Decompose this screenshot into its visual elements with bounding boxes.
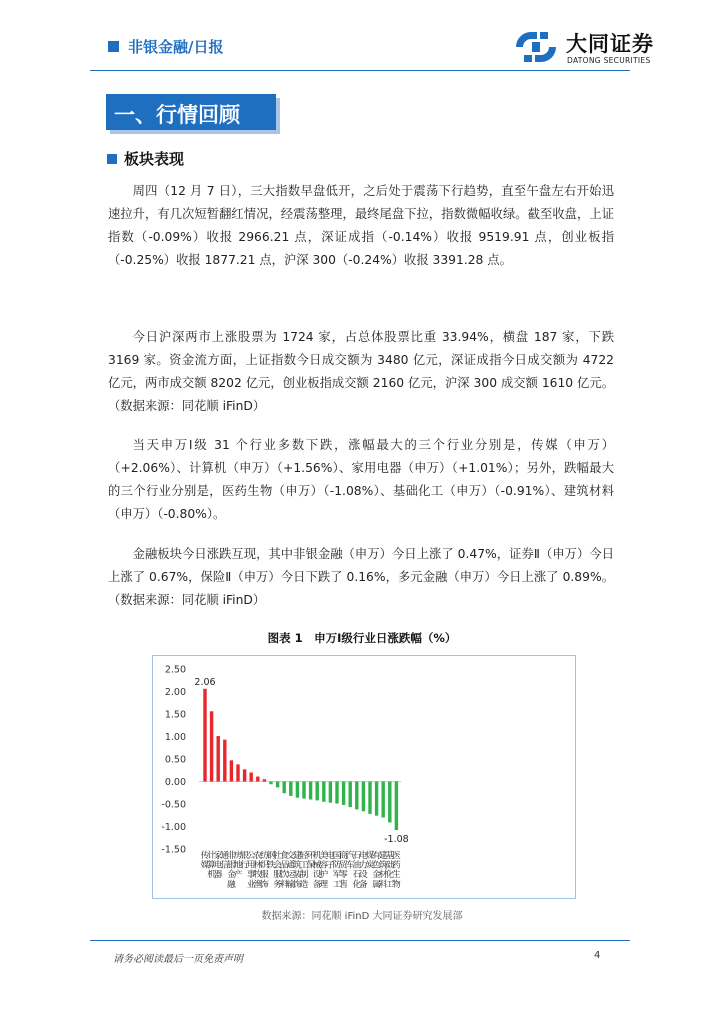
bar-基础化工 — [388, 782, 391, 823]
bar-传媒 — [203, 689, 206, 782]
subsection-title: 板块表现 — [124, 150, 185, 168]
y-tick-label: -0.50 — [161, 799, 186, 811]
x-tick-label: 机 — [312, 851, 322, 861]
bar-非银金融 — [230, 760, 233, 781]
x-tick-label: 设 — [359, 870, 368, 881]
x-tick-label: 通 — [286, 860, 296, 871]
x-tick-label: 零 — [339, 870, 348, 881]
bar-轻工制造 — [302, 782, 305, 799]
bar-电力设备 — [362, 782, 365, 812]
x-tick-label: 设 — [312, 870, 322, 881]
bar-交通运输 — [289, 782, 292, 796]
bar-房地产 — [236, 764, 239, 781]
header-divider — [90, 70, 630, 71]
x-tick-label: 化 — [352, 879, 362, 890]
bar-环保 — [309, 782, 312, 800]
x-tick-label: 制 — [299, 870, 309, 881]
x-tick-label: 国 — [332, 851, 342, 861]
section-title: 一、行情回顾 — [114, 103, 240, 127]
x-tick-label: 装 — [293, 870, 302, 881]
x-tick-label: 工 — [299, 860, 309, 871]
x-tick-label: 农 — [253, 851, 263, 861]
x-tick-label: 车 — [345, 860, 355, 871]
disclaimer-note: 请务必阅读最后一页免责声明 — [113, 954, 243, 965]
x-tick-label: 油 — [352, 860, 362, 871]
x-tick-label: 汽 — [345, 851, 355, 861]
y-tick-label: 0.00 — [164, 777, 186, 788]
x-tick-label: 筑 — [378, 860, 388, 871]
x-tick-label: 家 — [213, 851, 223, 861]
x-tick-label: 色 — [372, 860, 381, 871]
x-tick-label: 计 — [207, 851, 216, 861]
x-tick-label: 础 — [385, 860, 395, 871]
x-tick-label: 务 — [273, 879, 282, 890]
x-tick-label: 饮 — [279, 870, 289, 881]
x-tick-label: 社 — [273, 851, 282, 861]
y-tick-label: -1.50 — [161, 844, 186, 856]
x-tick-label: 银 — [240, 851, 249, 861]
report-category-title: 非银金融/日报 — [128, 38, 224, 56]
y-tick-label: 1.00 — [164, 732, 186, 743]
bar-国防军工 — [335, 782, 338, 804]
x-tick-label: 交 — [286, 851, 296, 861]
header-marker — [108, 41, 119, 52]
x-tick-label: 事 — [246, 870, 256, 881]
logo-english-name: DATONG SECURITIES — [567, 56, 651, 65]
x-tick-label: 械 — [312, 860, 322, 871]
bar-有色金属 — [375, 782, 378, 816]
figure-title: 图表 1 申万Ⅰ级行业日涨跌幅（%） — [267, 631, 457, 645]
bar-农林牧渔 — [256, 777, 259, 782]
x-tick-label: 房 — [233, 851, 243, 861]
x-tick-label: 服 — [273, 870, 282, 881]
x-tick-label: 金 — [227, 870, 236, 881]
x-tick-label: 煤 — [365, 851, 375, 861]
x-tick-label: 军 — [332, 870, 342, 881]
x-tick-label: 公 — [246, 851, 256, 861]
y-tick-label: 2.50 — [164, 664, 186, 676]
x-tick-label: 售 — [339, 879, 348, 890]
x-tick-label: 有 — [372, 851, 381, 861]
x-tick-label: 医 — [392, 851, 401, 861]
x-tick-label: 电 — [359, 851, 368, 861]
y-tick-label: 2.00 — [164, 687, 186, 698]
bar-纺织服饰 — [263, 779, 266, 781]
x-tick-label: 饰 — [293, 879, 302, 890]
x-tick-label: 力 — [359, 860, 368, 871]
bar-石油石化 — [355, 782, 358, 810]
x-tick-label: 建 — [293, 851, 302, 861]
x-tick-label: 牧 — [253, 870, 263, 881]
x-tick-label: 备 — [359, 879, 368, 890]
paragraph-market-overview: 周四（12 月 7 日），三大指数早盘低开，之后处于震荡下行趋势，直至午盘左右开始迅速拉升，有几次短暂翻红情况，经震荡整理，最终尾盘下拉，指数微幅收绿。截至收盘，上证指数（-0.09%）收报 2966.21 点，深证成指（-0.14%）收报 9519.91 点，创业板指（-0.25%）收报 1877.21 点，沪深 300（-0.24%）收报 3391.28 点。 — [108, 184, 614, 267]
bar-计算机 — [210, 711, 213, 781]
x-tick-label: 传 — [200, 851, 210, 861]
x-tick-label: 电 — [213, 860, 223, 871]
x-tick-label: 信 — [220, 860, 230, 871]
x-tick-label: 保 — [306, 860, 315, 871]
footer-divider — [90, 940, 630, 941]
x-tick-label: 织 — [260, 860, 269, 871]
bar-chart-svg — [153, 656, 575, 898]
x-tick-label: 料 — [378, 879, 388, 890]
data-label: -1.08 — [384, 834, 409, 846]
x-tick-label: 产 — [233, 870, 243, 881]
logo-chinese-name: 大同证券 — [566, 32, 654, 56]
x-tick-label: 轻 — [299, 851, 309, 861]
x-tick-label: 服 — [260, 870, 269, 881]
x-tick-label: 地 — [233, 860, 243, 871]
y-tick-label: 0.50 — [164, 754, 186, 766]
figure-source: 数据来源：同花顺 iFinD 大同证券研究发展部 — [261, 911, 463, 922]
x-tick-label: 食 — [279, 851, 289, 861]
x-tick-label: 药 — [392, 860, 401, 871]
x-tick-label: 媒 — [200, 860, 210, 871]
x-tick-label: 属 — [372, 879, 381, 890]
x-tick-label: 会 — [273, 860, 282, 871]
x-tick-label: 输 — [286, 879, 296, 890]
x-tick-label: 防 — [332, 860, 342, 871]
x-tick-label: 器 — [213, 870, 223, 881]
x-tick-label: 贸 — [339, 860, 348, 871]
bar-公用事业 — [250, 773, 253, 782]
bar-建筑装饰 — [296, 782, 299, 798]
paragraph-industry-performance: 当天申万Ⅰ级 31 个行业多数下跌，涨幅最大的三个行业分别是，传媒（申万）（+2.06%）、计算机（申万）（+1.56%）、家用电器（申万）（+1.01%）；另外，跌幅最大的三个行业分别是，医药生物（申万）（-1.08%）、基础化工（申万）（-0.91%）、建筑材料（申万）（-0.80%）。 — [108, 438, 614, 521]
bar-社会服务 — [276, 782, 279, 788]
page-number: 4 — [594, 950, 601, 961]
x-tick-label: 环 — [306, 851, 315, 861]
data-label: 2.06 — [194, 676, 216, 688]
x-tick-label: 石 — [352, 851, 362, 861]
x-tick-label: 非 — [227, 851, 236, 861]
bar-汽车 — [349, 782, 352, 808]
x-tick-label: 算 — [207, 860, 216, 871]
industry-change-chart — [152, 655, 576, 899]
x-tick-label: 物 — [392, 879, 401, 890]
paragraph-breadth-turnover: 今日沪深两市上涨股票为 1724 家，占总体股票比重 33.94%，横盘 187 家，下跌 3169 家。资金流方面，上证指数今日成交额为 3480 亿元，深证成指今日成交额为 4722 亿元，两市成交额 8202 亿元，创业板指成交额 2160 亿元，沪深 300 成交额 1610 亿元。（数据来源：同花顺 iFinD） — [108, 330, 614, 413]
x-tick-label: 化 — [385, 870, 395, 881]
x-tick-label: 纺 — [260, 851, 269, 861]
x-tick-label: 铁 — [266, 860, 276, 871]
y-tick-label: -1.00 — [161, 822, 186, 833]
x-tick-label: 料 — [279, 879, 289, 890]
x-tick-label: 电 — [326, 851, 335, 861]
bar-食品饮料 — [283, 782, 286, 794]
x-tick-label: 工 — [332, 879, 342, 890]
x-tick-label: 材 — [378, 870, 388, 881]
x-tick-label: 工 — [385, 879, 395, 890]
x-tick-label: 林 — [253, 860, 263, 871]
section-heading-bar — [106, 94, 276, 130]
bar-钢铁 — [269, 782, 272, 785]
x-tick-label: 行 — [240, 860, 249, 871]
x-tick-label: 炭 — [365, 860, 375, 871]
datong-logo — [510, 26, 670, 68]
x-tick-label: 筑 — [293, 860, 302, 871]
x-tick-label: 建 — [378, 851, 388, 861]
x-tick-label: 品 — [279, 860, 289, 871]
x-tick-label: 融 — [227, 879, 236, 890]
x-tick-label: 饰 — [260, 879, 269, 890]
subsection-marker — [107, 154, 117, 164]
bar-通信 — [223, 740, 226, 782]
x-tick-label: 理 — [319, 879, 329, 890]
x-tick-label: 银 — [227, 860, 236, 871]
x-tick-label: 基 — [385, 851, 395, 861]
paragraph-financial-sector: 金融板块今日涨跌互现，其中非银金融（申万）今日上涨了 0.47%，证券Ⅱ（申万）今日上涨了 0.67%，保险Ⅱ（申万）今日下跌了 0.16%，多元金融（申万）今日上涨了 0.89%。（数据来源：同花顺 iFinD） — [108, 547, 614, 607]
x-tick-label: 运 — [286, 870, 296, 881]
bar-电子 — [329, 782, 332, 803]
x-tick-label: 商 — [339, 851, 348, 861]
x-tick-label: 美 — [319, 851, 329, 861]
bar-家用电器 — [217, 736, 220, 781]
x-tick-label: 机 — [207, 870, 216, 881]
x-tick-label: 生 — [392, 870, 401, 881]
x-tick-label: 渔 — [253, 879, 263, 890]
x-tick-label: 钢 — [266, 851, 276, 861]
x-tick-label: 业 — [246, 879, 256, 890]
bar-建筑材料 — [382, 782, 385, 818]
bar-银行 — [243, 769, 246, 781]
x-tick-label: 备 — [312, 879, 322, 890]
x-tick-label: 通 — [220, 851, 230, 861]
x-tick-label: 子 — [326, 860, 335, 871]
bar-美容护理 — [322, 782, 325, 802]
x-tick-label: 护 — [319, 870, 329, 881]
bar-机械设备 — [316, 782, 319, 801]
x-tick-label: 用 — [246, 860, 256, 871]
x-tick-label: 容 — [319, 860, 329, 871]
x-tick-label: 金 — [372, 870, 381, 881]
bar-医药生物 — [395, 782, 398, 831]
x-tick-label: 石 — [352, 870, 362, 881]
logo-mark-icon — [510, 26, 562, 68]
bar-商贸零售 — [342, 782, 345, 805]
y-tick-label: 1.50 — [164, 709, 186, 721]
bar-煤炭 — [368, 782, 371, 814]
x-tick-label: 造 — [299, 879, 309, 890]
